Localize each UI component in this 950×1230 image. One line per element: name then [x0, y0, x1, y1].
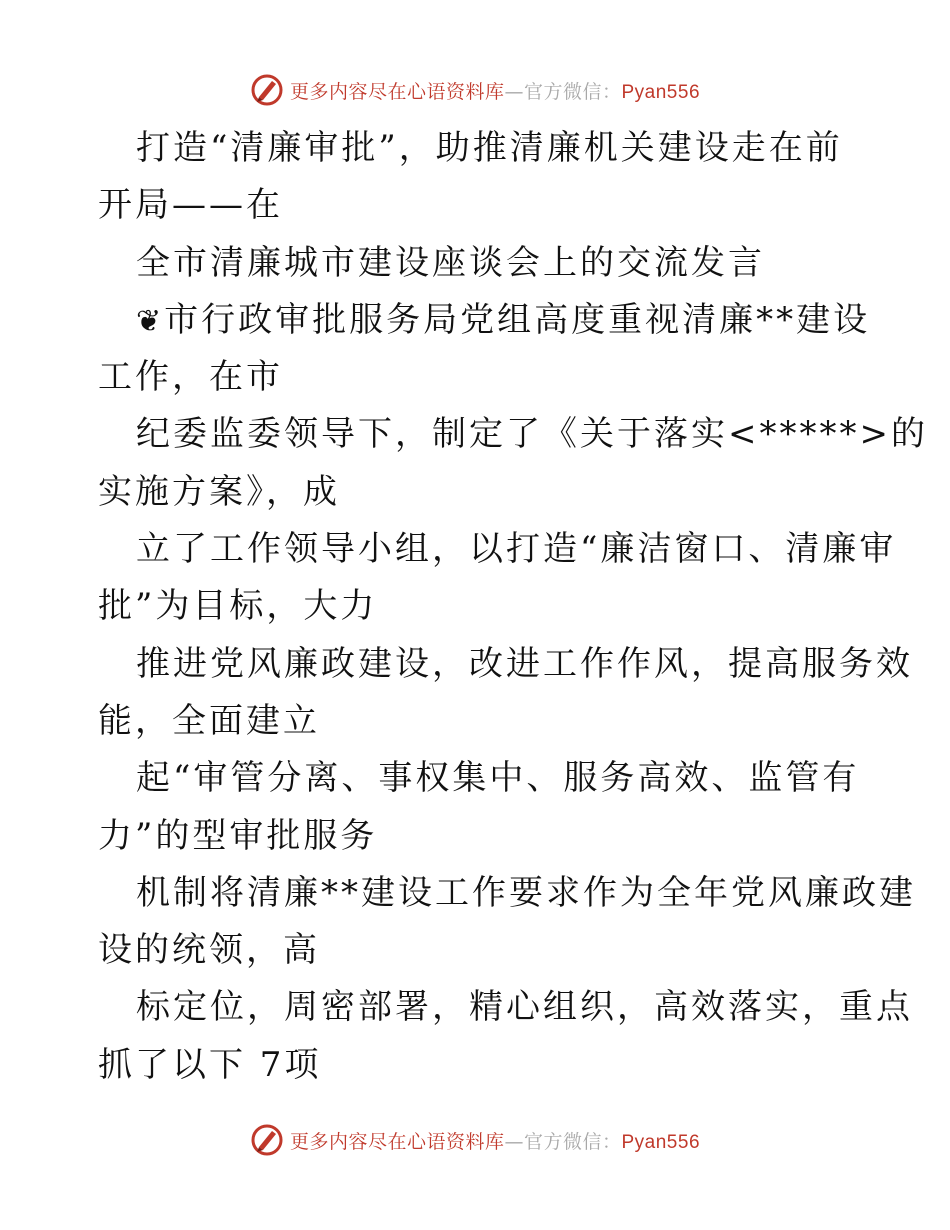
text-line: 全市清廉城市建设座谈会上的交流发言 — [136, 242, 765, 283]
text-line: 设的统领，高 — [98, 930, 320, 971]
logo-icon — [250, 73, 284, 107]
text-line — [98, 292, 871, 349]
logo-icon — [250, 1123, 284, 1157]
fleuron-icon: ❦ — [136, 303, 165, 339]
watermark-dash: — — [504, 80, 524, 103]
text-line: 纪委监委领导下，制定了《关于落实<*****>的 — [136, 414, 928, 455]
watermark-wechat: 官方微信： — [523, 80, 622, 103]
watermark-id: Pyan556 — [621, 81, 701, 103]
watermark-text — [290, 1127, 700, 1154]
text-line: 推进党风廉政建设，改进工作作风，提高服务效 — [136, 643, 913, 684]
text-line: 标定位，周密部署，精心组织，高效落实，重点 — [136, 987, 913, 1028]
text-line: 抓了以下 7项 — [98, 1044, 322, 1085]
watermark-dash: — — [504, 1130, 524, 1153]
text-line: 开局——在 — [98, 185, 283, 226]
footer-watermark — [0, 1120, 950, 1160]
text-line: 实施方案》，成 — [98, 471, 340, 512]
document-body — [98, 120, 928, 1094]
text-line: 力”的型审批服务 — [98, 815, 378, 856]
watermark-id: Pyan556 — [621, 1131, 701, 1153]
text-line: 工作，在市 — [98, 357, 283, 398]
watermark-text — [290, 77, 700, 104]
text-line-content: 市行政审批服务局党组高度重视清廉**建设 — [164, 299, 871, 340]
text-line: 批”为目标，大力 — [98, 586, 378, 627]
header-watermark — [0, 70, 950, 110]
text-line: 立了工作领导小组，以打造“廉洁窗口、清廉审 — [136, 529, 897, 570]
text-line: 能，全面建立 — [98, 700, 320, 741]
watermark-wechat: 官方微信： — [523, 1130, 622, 1153]
watermark-main: 更多内容尽在心语资料库 — [289, 1130, 505, 1153]
watermark-main: 更多内容尽在心语资料库 — [289, 80, 505, 103]
text-line: 机制将清廉**建设工作要求作为全年党风廉政建 — [136, 872, 916, 913]
text-line: 打造“清廉审批”，助推清廉机关建设走在前 — [136, 128, 843, 168]
text-line: 起“审管分离、事权集中、服务高效、监管有 — [136, 758, 860, 799]
